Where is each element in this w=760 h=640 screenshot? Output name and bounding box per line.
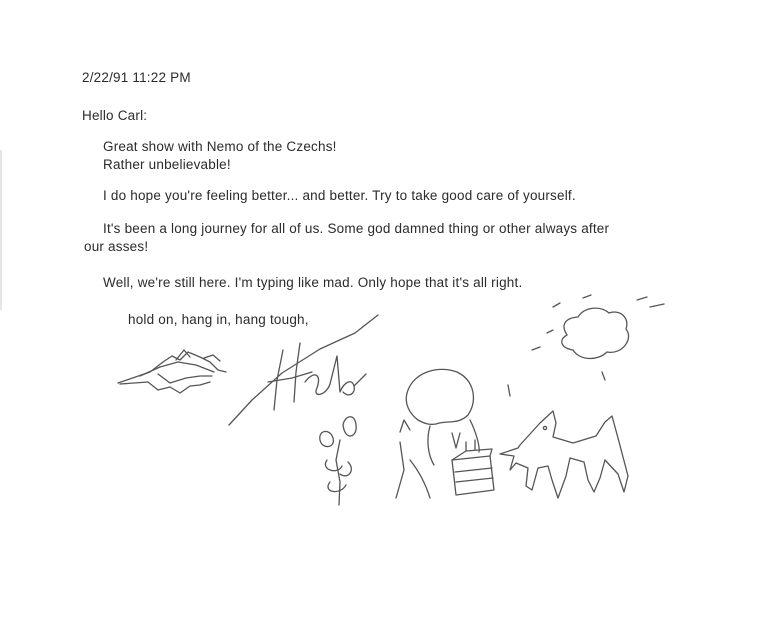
sun-cloud-sketch [508, 295, 664, 396]
paragraph-3-line-2: our asses! [84, 239, 149, 254]
paragraph-1-line-2: Rather unbelievable! [103, 157, 231, 172]
person-sketch [396, 369, 479, 498]
letter-date: 2/22/91 11:22 PM [82, 70, 191, 85]
signature-scribble [229, 315, 378, 425]
paragraph-3-line-1: It's been a long journey for all of us. Some god damned thing or other always after [103, 221, 610, 236]
paragraph-1-line-1: Great show with Nemo of the Czechs! [103, 139, 337, 154]
letter-closing: hold on, hang in, hang tough, [128, 312, 309, 327]
letter-greeting: Hello Carl: [82, 108, 148, 123]
paragraph-4: Well, we're still here. I'm typing like mad. Only hope that it's all right. [103, 275, 523, 290]
dog-sketch [500, 411, 628, 498]
plant-sketch [320, 417, 356, 505]
cake-sketch [452, 440, 494, 495]
paragraph-2: I do hope you're feeling better... and better. Try to take good care of yourself. [103, 188, 576, 203]
bird-sketch [118, 350, 226, 393]
